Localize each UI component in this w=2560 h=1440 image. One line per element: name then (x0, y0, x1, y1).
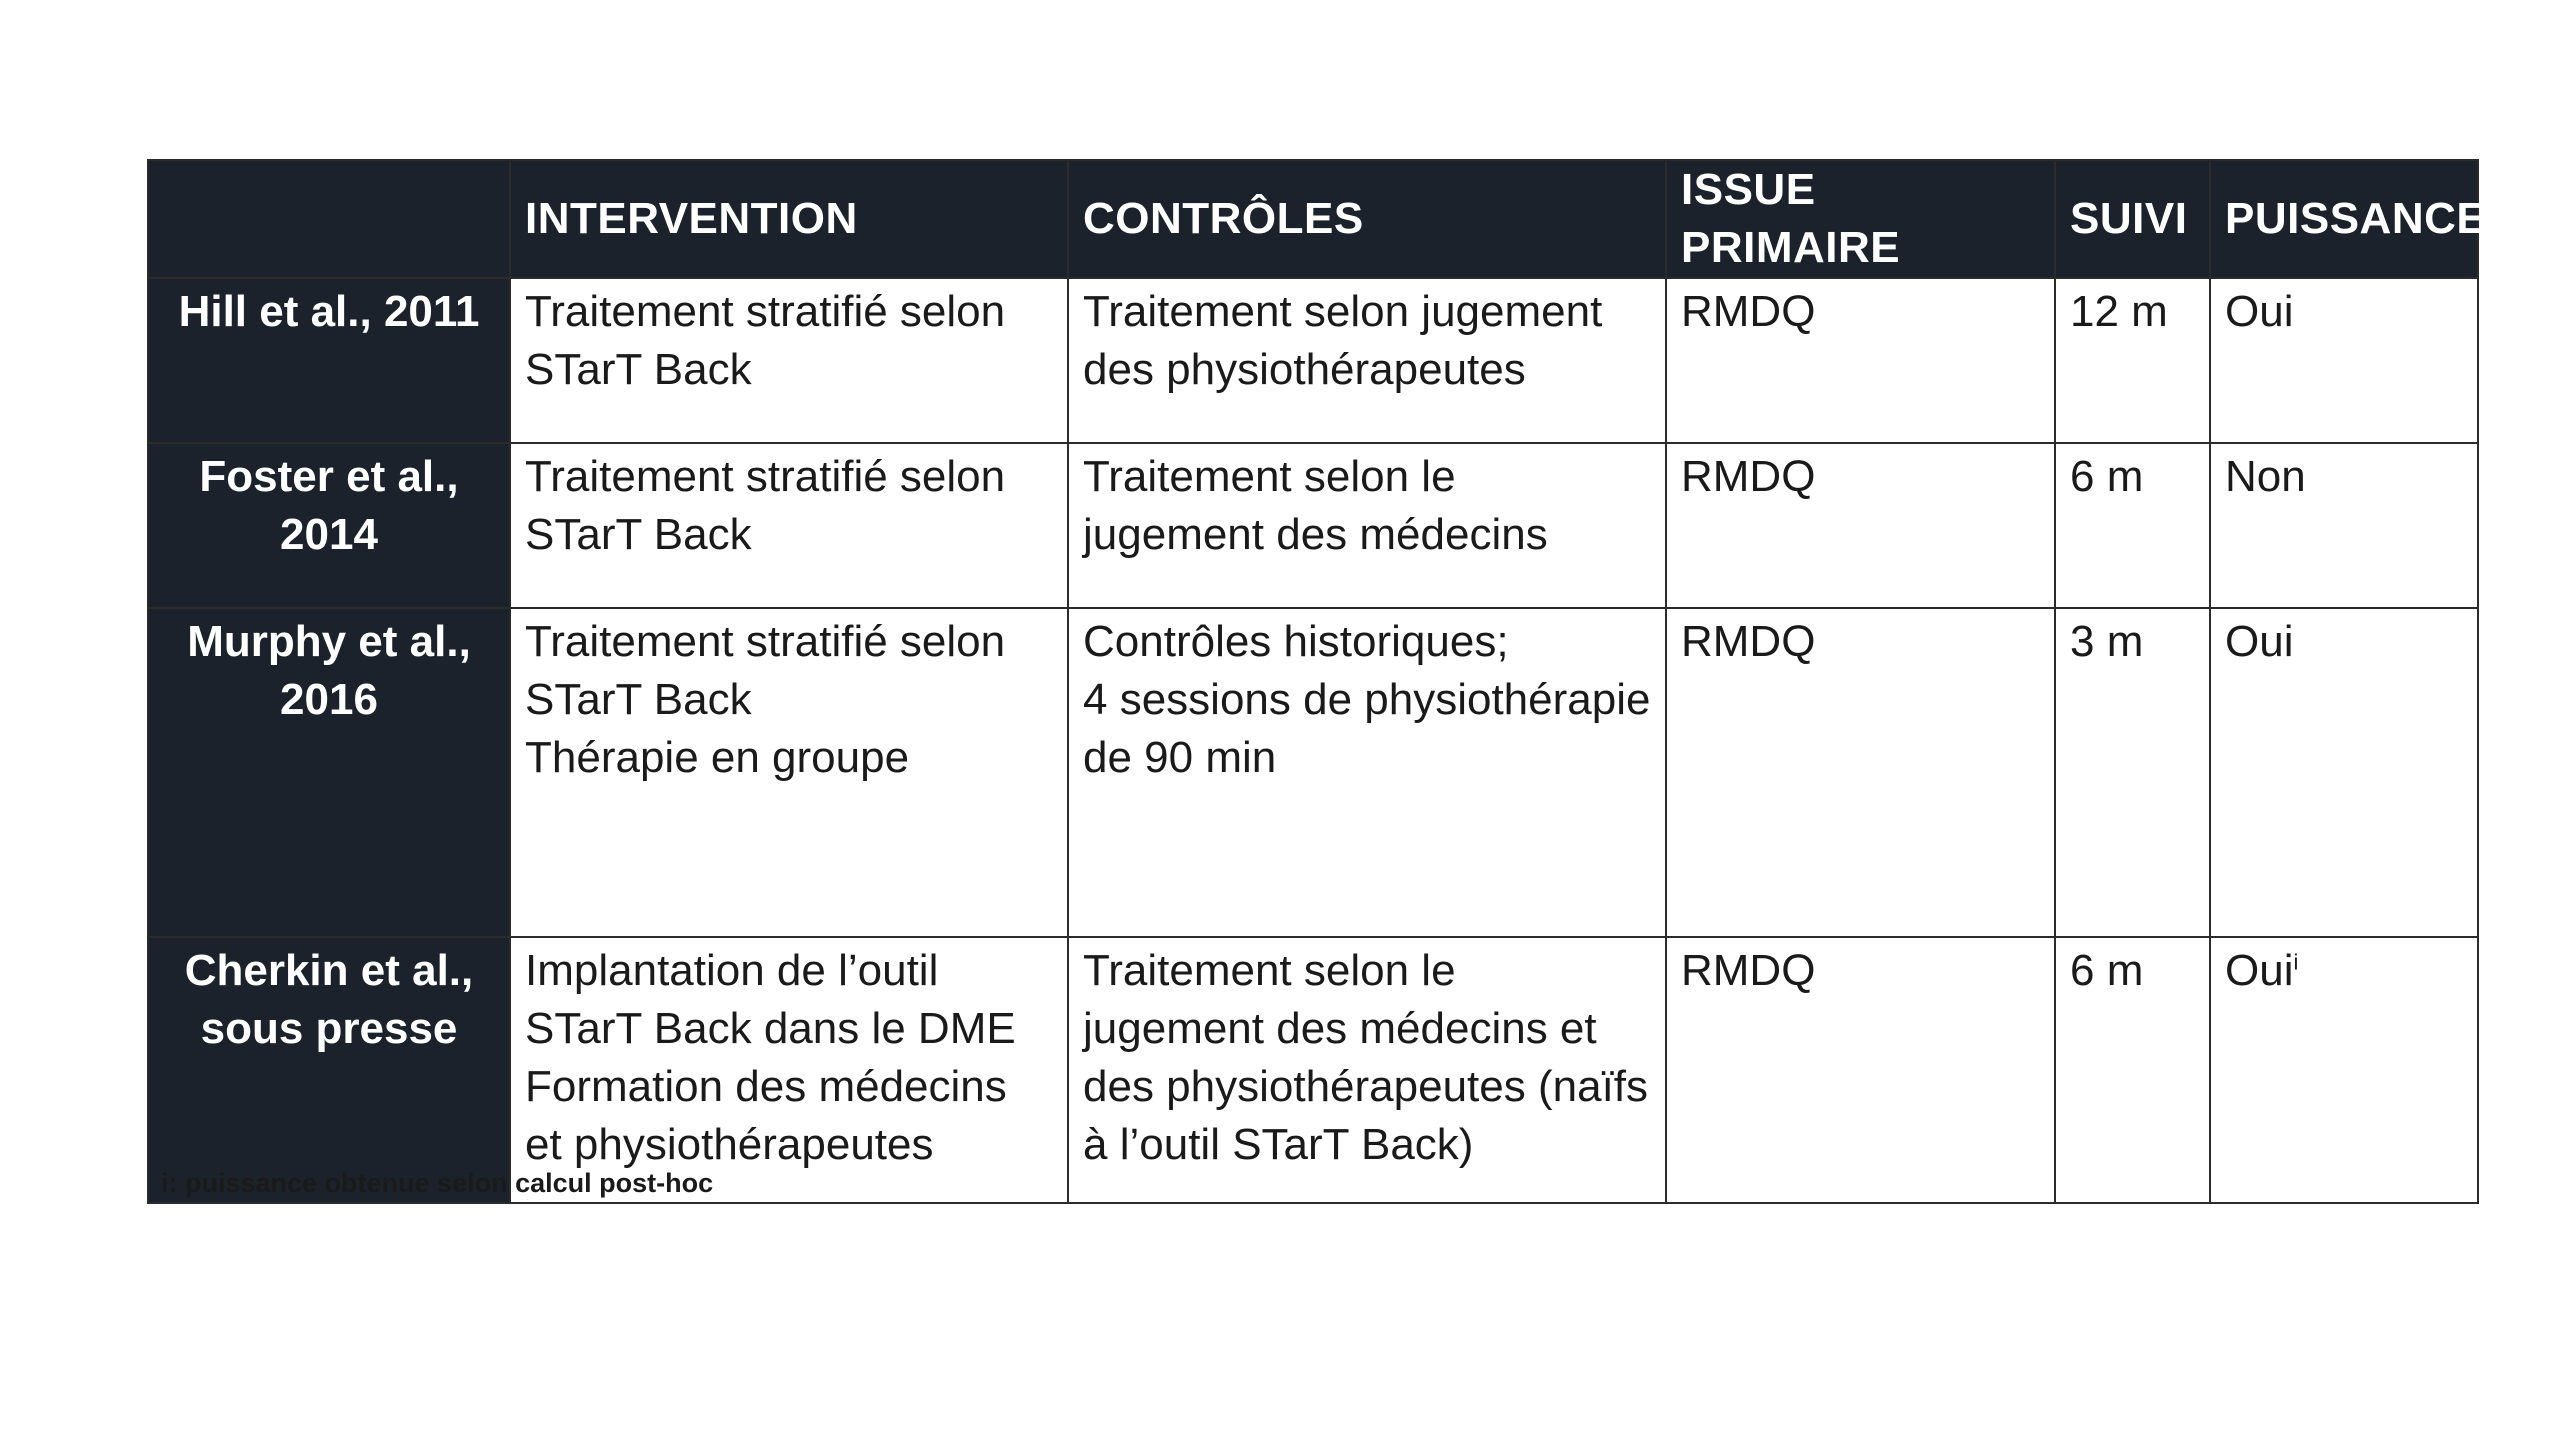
intervention-line: Traitement stratifié selon (525, 287, 1006, 336)
study-cell (148, 937, 510, 1203)
intervention-line: STarT Back dans le DME (525, 1004, 1016, 1053)
controls-line: Traitement selon jugement (1083, 287, 1603, 336)
controls-cell (1068, 278, 1666, 443)
intervention-line: et physiothérapeutes (525, 1120, 934, 1169)
controls-line: à l’outil STarT Back) (1083, 1120, 1474, 1169)
outcome-cell: RMDQ (1666, 937, 2055, 1203)
power-footnote-marker: i (2293, 949, 2299, 975)
intervention-cell (510, 608, 1068, 937)
controls-line: Traitement selon le (1083, 452, 1456, 501)
intervention-line: Thérapie en groupe (525, 733, 910, 782)
power-cell (2210, 443, 2478, 608)
controls-line: Traitement selon le (1083, 946, 1456, 995)
power-value: Oui (2225, 617, 2294, 666)
power-value: Oui (2225, 946, 2294, 995)
study-line: Murphy et al., (187, 617, 471, 666)
header-followup: SUIVI (2055, 160, 2210, 278)
intervention-line: Formation des médecins (525, 1062, 1007, 1111)
study-cell (148, 608, 510, 937)
table-footnote: i: puissance obtenue selon calcul post-hoc (161, 1168, 714, 1198)
intervention-line: Traitement stratifié selon (525, 452, 1006, 501)
intervention-line: Traitement stratifié selon (525, 617, 1006, 666)
studies-table (147, 159, 2487, 1204)
study-line: Hill et al., 2011 (178, 287, 480, 336)
power-cell (2210, 937, 2478, 1203)
header-row (148, 160, 2478, 278)
intervention-cell (510, 937, 1068, 1203)
study-line: sous presse (200, 1004, 458, 1053)
study-line: Cherkin et al., (184, 946, 474, 995)
intervention-line: STarT Back (525, 345, 752, 394)
followup-cell: 6 m (2055, 443, 2210, 608)
controls-line: Contrôles historiques; (1083, 617, 1509, 666)
study-line: 2014 (280, 510, 378, 559)
controls-cell (1068, 608, 1666, 937)
power-cell (2210, 278, 2478, 443)
header-controls: CONTRÔLES (1068, 160, 1666, 278)
intervention-cell (510, 443, 1068, 608)
table-row (148, 443, 2478, 608)
followup-cell: 6 m (2055, 937, 2210, 1203)
followup-cell: 12 m (2055, 278, 2210, 443)
power-cell (2210, 608, 2478, 937)
controls-line: jugement des médecins (1083, 510, 1548, 559)
header-power: PUISSANCE (2210, 160, 2478, 278)
study-line: 2016 (280, 675, 378, 724)
power-value: Non (2225, 452, 2306, 501)
outcome-cell: RMDQ (1666, 608, 2055, 937)
header-primary-outcome: ISSUE PRIMAIRE (1666, 160, 2055, 278)
intervention-line: STarT Back (525, 510, 752, 559)
outcome-cell: RMDQ (1666, 278, 2055, 443)
controls-line: 4 sessions de physiothérapie (1083, 675, 1651, 724)
controls-line: jugement des médecins et (1083, 1004, 1597, 1053)
table-row (148, 937, 2478, 1203)
intervention-line: STarT Back (525, 675, 752, 724)
intervention-line: Implantation de l’outil (525, 946, 939, 995)
controls-cell (1068, 937, 1666, 1203)
table-row (148, 278, 2478, 443)
controls-cell (1068, 443, 1666, 608)
header-intervention: INTERVENTION (510, 160, 1068, 278)
header-study (148, 160, 510, 278)
followup-cell: 3 m (2055, 608, 2210, 937)
outcome-cell: RMDQ (1666, 443, 2055, 608)
controls-line: de 90 min (1083, 733, 1277, 782)
controls-line: des physiothérapeutes (naïfs (1083, 1062, 1649, 1111)
intervention-cell (510, 278, 1068, 443)
table-row (148, 608, 2478, 937)
study-cell (148, 278, 510, 443)
power-value: Oui (2225, 287, 2294, 336)
controls-line: des physiothérapeutes (1083, 345, 1526, 394)
study-cell (148, 443, 510, 608)
study-line: Foster et al., (199, 452, 459, 501)
